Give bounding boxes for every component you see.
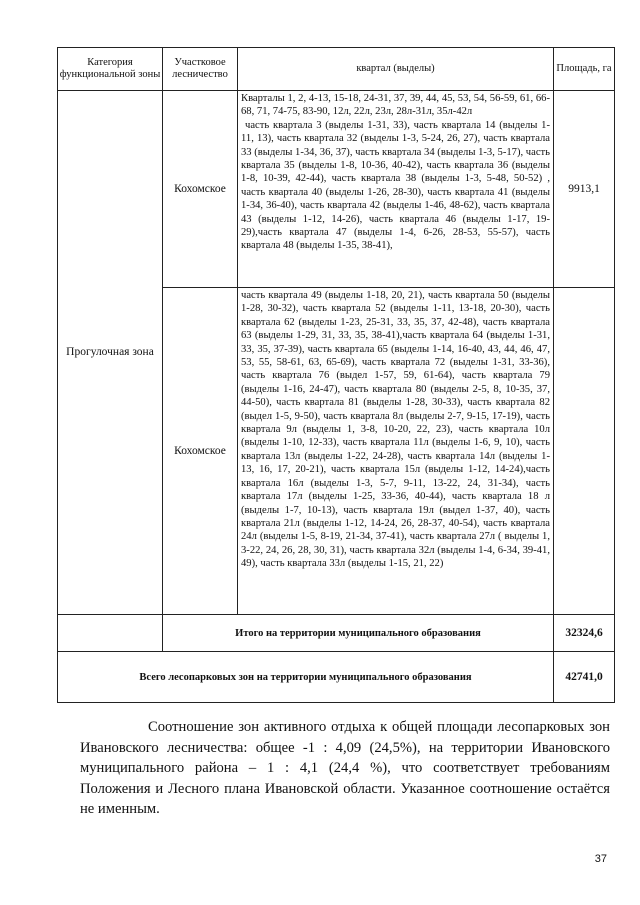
- table-row: [58, 91, 615, 288]
- grand-total-value: 42741,0: [554, 652, 615, 703]
- header-quarter: квартал (выделы): [238, 48, 554, 91]
- area-cell: 9913,1: [554, 91, 615, 288]
- forest-zones-table: [57, 47, 615, 703]
- zone-cell: Прогулочная зона: [58, 91, 163, 615]
- total-value: 32324,6: [554, 615, 615, 652]
- grand-total-label: Всего лесопарковых зон на территории муниципального образования: [58, 652, 554, 703]
- quarters-text: часть квартала 3 (выделы 1-31, 33), часть квартала 14 (выделы 1-11, 13), часть квартала 32 (выделы 1-3, 5-24, 26, 27), часть квартала 33 (выделы 1-34, 36, 37), часть квартала 34 (выделы 1-3, 5-17), часть квартала 35 (выделы 1-8, 10-36, 40-42), часть квартала 36 (выделы 1-8, 10-39, 42-44), часть квартала 38 (выделы 1-3, 5-48, 50-52) , часть квартала 40 (выделы 1-26, 28-30), часть квартала 41 (выделы 1-34, 36-40), часть квартала 42 (выделы 1-46, 48-62), часть квартала 43 (выделы 1-12, 14-26), часть квартала 46 (выделы 1-17, 19-29),часть квартала 47 (выделы 1-4, 6-26, 28-53, 55-57), часть квартала 48 (выделы 1-35, 38-41),: [241, 119, 550, 252]
- total-label: Итого на территории муниципального образования: [163, 615, 554, 652]
- quarters-cell: [238, 288, 554, 615]
- quarters-cell: [238, 91, 554, 288]
- quarters-text: Кварталы 1, 2, 4-13, 15-18, 24-31, 37, 39, 44, 45, 53, 54, 56-59, 61, 66-68, 71, 74-75, 83-90, 12л, 22л, 23л, 28л-31л, 35л-42л: [241, 93, 550, 118]
- area-cell: [554, 288, 615, 615]
- header-area: Площадь, га: [554, 48, 615, 91]
- page-number: 37: [594, 853, 607, 865]
- quarters-text: часть квартала 49 (выделы 1-18, 20, 21), часть квартала 50 (выделы 1-28, 30-32), часть квартала 52 (выделы 1-11, 13-18, 20-30), часть квартала 62 (выделы 1-23, 25-31, 33, 35, 37, 42-48), часть квартала 63 (выделы 1-29, 31, 33, 35, 38-41),часть квартала 64 (выделы 1-31, 33, 35, 37-39), часть квартала 65 (выделы 1-14, 16-40, 43, 44, 46, 47, 53, 55, 58-61, 63, 65-69), часть квартала 72 (выделы 1-31, 33-36), часть квартала 76 (выдел 1-57, 59, 61-64), часть квартала 79 (выделы 1-16, 24-47), часть квартала 80 (выделы 2-5, 8, 10-35, 37, 44-50), часть квартала 81 (выделы 1-28, 30-33), часть квартала 82 (выдел 1-5, 9-50), часть квартала 8л (выделы 2-7, 9-15, 17-19), часть квартала 9л (выделы 1, 3-8, 10-20, 22, 23), часть квартала 10л (выделы 1-10, 12-33), часть квартала 11л (выделы 1-6, 9, 10), часть квартала 13л (выделы 1-22, 24-28), часть квартала 14л (выделы 1-13, 16, 17, 20-21), часть квартала 15л (выделы 1-12, 14-24),часть квартала 16л (выделы 1-3, 5-7, 9-11, 13-22, 24, 31-34), часть квартала 17л (выделы 1-25, 33-36, 40-44), часть квартала 18 л (выделы 1-7, 10-13), часть квартала 19л (выдел 1-37, 40), часть квартала 21л (выделы 1-12, 14-24, 26, 28-37, 40-54), часть квартала 24л (выделы 1-5, 8-19, 21-34, 37-41), часть квартала 27л ( выделы 1, 3-22, 24, 26, 28, 30, 31), часть квартала 32л (выделы 1-4, 6-34, 39-41, 49), часть квартала 33л (выделы 1-15, 21, 22): [241, 290, 550, 570]
- total-row: [58, 615, 615, 652]
- body-paragraph: Соотношение зон активного отдыха к общей площади лесопарковых зон Ивановского лесничества: общее -1 : 4,09 (24,5%), на территории Ивановского муниципального района – 1 : 4,1 (24,4 %), что соответствует требованиям Положения и Лесного плана Ивановской области. Указанное соотношение остаётся не именным.: [80, 719, 610, 817]
- header-forestry: Участковое лесничество: [163, 48, 238, 91]
- empty-cell: [58, 615, 163, 652]
- grand-total-row: [58, 652, 615, 703]
- header-row: [58, 48, 615, 91]
- forestry-cell: Кохомское: [163, 288, 238, 615]
- header-category: Категория функциональной зоны: [58, 48, 163, 91]
- forestry-cell: Кохомское: [163, 91, 238, 288]
